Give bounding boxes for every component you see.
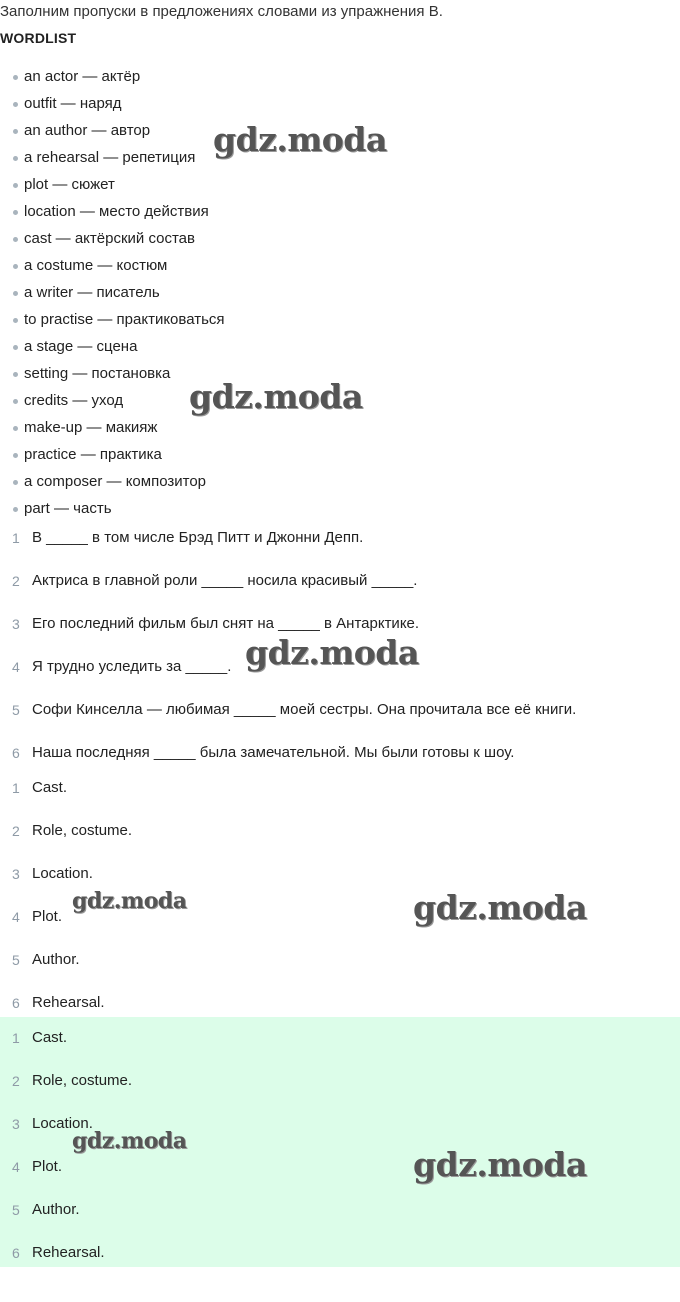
item-number: 6 <box>12 995 20 1011</box>
answer-text: Author. <box>32 951 80 968</box>
answer-text: Plot. <box>32 1158 63 1175</box>
answer-text: Rehearsal. <box>32 994 105 1011</box>
wordlist <box>0 66 225 525</box>
wordlist-item: credits — уход <box>0 390 225 417</box>
item-number: 3 <box>12 866 20 882</box>
item-number: 1 <box>12 530 20 546</box>
item-number: 1 <box>12 780 20 796</box>
sentence-text: Его последний фильм был снят на _____ в Антарктике. <box>32 615 420 632</box>
wordlist-item: a writer — писатель <box>0 282 225 309</box>
answer-text: Cast. <box>32 779 68 796</box>
watermark-logo: gdz.moda <box>213 120 387 159</box>
wordlist-item: setting — постановка <box>0 363 225 390</box>
answer-text: Location. <box>32 865 93 882</box>
answer-text: Cast. <box>32 1029 68 1046</box>
answer-text: Role, costume. <box>32 1072 133 1089</box>
answer-text: Plot. <box>32 908 63 925</box>
wordlist-item: to practise — практиковаться <box>0 309 225 336</box>
item-number: 2 <box>12 573 20 589</box>
item-number: 4 <box>12 1159 20 1175</box>
item-number: 5 <box>12 952 20 968</box>
wordlist-item: an actor — актёр <box>0 66 225 93</box>
wordlist-item: a composer — композитор <box>0 471 225 498</box>
sentence-text: В _____ в том числе Брэд Питт и Джонни Депп. <box>32 529 364 546</box>
item-number: 5 <box>12 702 20 718</box>
item-number: 3 <box>12 616 20 632</box>
answer-text: Location. <box>32 1115 93 1132</box>
item-number: 6 <box>12 745 20 761</box>
watermark-logo: gdz.moda <box>72 1128 187 1154</box>
watermark-logo: gdz.moda <box>413 1145 587 1184</box>
wordlist-item: outfit — наряд <box>0 93 225 120</box>
wordlist-item: plot — сюжет <box>0 174 225 201</box>
wordlist-item: make-up — макияж <box>0 417 225 444</box>
item-number: 4 <box>12 659 20 675</box>
intro-text: Заполним пропуски в предложениях словами из упражнения B. <box>0 3 443 20</box>
wordlist-item: an author — автор <box>0 120 225 147</box>
sentence-text: Я трудно уследить за _____. <box>32 658 232 675</box>
wordlist-item: location — место действия <box>0 201 225 228</box>
item-number: 5 <box>12 1202 20 1218</box>
wordlist-item: part — часть <box>0 498 225 525</box>
wordlist-item: cast — актёрский состав <box>0 228 225 255</box>
item-number: 1 <box>12 1030 20 1046</box>
sentence-text: Актриса в главной роли _____ носила красивый _____. <box>32 572 418 589</box>
wordlist-heading: WORDLIST <box>0 30 77 46</box>
wordlist-item: a stage — сцена <box>0 336 225 363</box>
watermark-logo: gdz.moda <box>189 377 363 416</box>
item-number: 4 <box>12 909 20 925</box>
wordlist-item: practice — практика <box>0 444 225 471</box>
wordlist-item: a rehearsal — репетиция <box>0 147 225 174</box>
item-number: 2 <box>12 823 20 839</box>
item-number: 3 <box>12 1116 20 1132</box>
sentence-text: Софи Кинселла — любимая _____ моей сестры. Она прочитала все её книги. <box>32 701 577 718</box>
wordlist-item: a costume — костюм <box>0 255 225 282</box>
watermark-logo: gdz.moda <box>413 888 587 927</box>
answer-text: Rehearsal. <box>32 1244 105 1261</box>
answer-text: Author. <box>32 1201 80 1218</box>
item-number: 2 <box>12 1073 20 1089</box>
sentence-text: Наша последняя _____ была замечательной. Мы были готовы к шоу. <box>32 744 515 761</box>
item-number: 6 <box>12 1245 20 1261</box>
watermark-logo: gdz.moda <box>245 633 419 672</box>
answer-text: Role, costume. <box>32 822 133 839</box>
watermark-logo: gdz.moda <box>72 888 187 914</box>
